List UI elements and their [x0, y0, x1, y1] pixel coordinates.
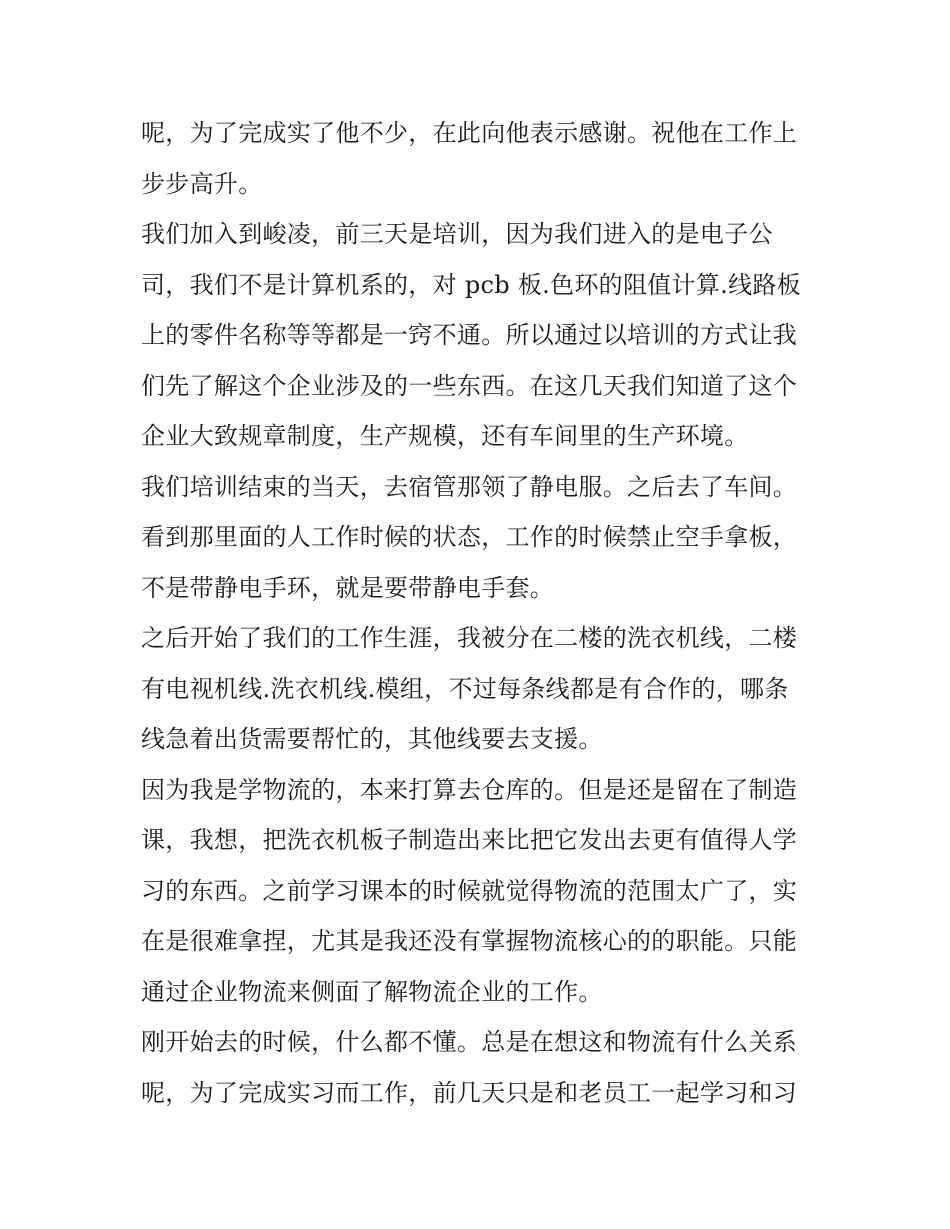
text-line: 因为我是学物流的，本来打算去仓库的。但是还是留在了制造 — [141, 775, 798, 804]
text-line: 线急着出货需要帮忙的，其他线要去支援。 — [141, 725, 603, 753]
document-body — [141, 108, 821, 1118]
text-line: 刚开始去的时候，什么都不懂。总是在想这和物流有什么关系 — [141, 1028, 798, 1056]
text-line: 们先了解这个企业涉及的一些东西。在这几天我们知道了这个 — [141, 371, 798, 400]
text-line: 司，我们不是计算机系的，对 pcb 板.色环的阻值计算.线路板 — [141, 270, 801, 299]
text-line: 不是带静电手环，就是要带静电手套。 — [141, 573, 555, 602]
text-line: 呢，为了完成实习而工作，前几天只是和老员工一起学习和习 — [141, 1078, 798, 1107]
text-line: 上的零件名称等等都是一窍不通。所以通过以培训的方式让我 — [141, 321, 798, 349]
text-line: 之后开始了我们的工作生涯，我被分在二楼的洗衣机线，二楼 — [141, 624, 798, 652]
text-line: 在是很难拿捏，尤其是我还没有掌握物流核心的的职能。只能 — [141, 927, 798, 955]
text-line: 我们加入到峻凌，前三天是培训，因为我们进入的是电子公 — [141, 220, 773, 248]
text-line: 步步高升。 — [141, 169, 263, 198]
text-line: 通过企业物流来侧面了解物流企业的工作。 — [141, 977, 603, 1006]
text-line: 课，我想，把洗衣机板子制造出来比把它发出去更有值得人学 — [141, 826, 798, 854]
text-line: 企业大致规章制度，生产规模，还有车间里的生产环境。 — [141, 422, 749, 450]
text-line: 呢，为了完成实了他不少，在此向他表示感谢。祝他在工作上 — [141, 119, 798, 147]
text-line: 我们培训结束的当天，去宿管那领了静电服。之后去了车间。 — [141, 472, 798, 501]
text-line: 看到那里面的人工作时候的状态，工作的时候禁止空手拿板， — [141, 523, 798, 551]
text-line: 习的东西。之前学习课本的时候就觉得物流的范围太广了，实 — [141, 876, 798, 905]
text-line: 有电视机线.洗衣机线.模组，不过每条线都是有合作的，哪条 — [141, 674, 789, 703]
